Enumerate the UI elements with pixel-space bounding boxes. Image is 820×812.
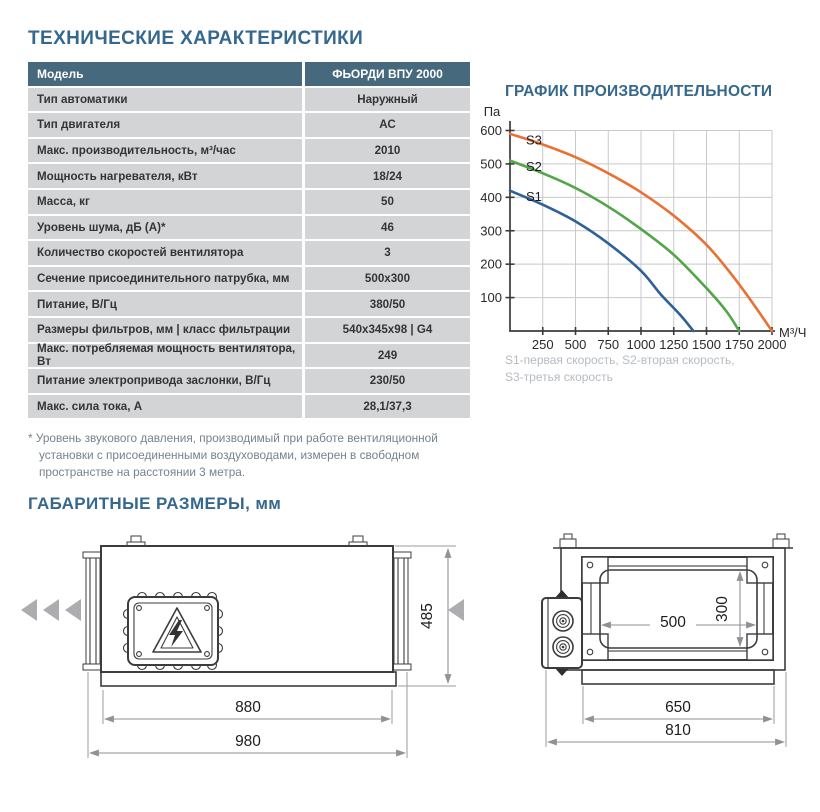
performance-chart (470, 104, 820, 356)
spec-row-label: Тип двигателя (28, 113, 302, 137)
spec-row-label: Питание, В/Гц (28, 292, 302, 316)
spec-row-value: 2010 (305, 139, 470, 163)
curve-S2 (510, 161, 739, 331)
x-tick-label: 2000 (757, 337, 787, 352)
spec-table-body (28, 88, 470, 419)
spec-table (28, 62, 470, 420)
y-tick-label: 600 (480, 123, 502, 138)
spec-row-value: 249 (305, 344, 470, 368)
duct-flange-frame (582, 557, 773, 660)
spec-row-value: АС (305, 113, 470, 137)
spec-table-header-row (28, 62, 470, 86)
spec-table-row (28, 344, 470, 368)
spec-table-row (28, 190, 470, 214)
x-tick-label: 250 (531, 337, 554, 352)
spec-row-value: 46 (305, 216, 470, 240)
spec-row-value: 50 (305, 190, 470, 214)
spec-table-row (28, 318, 470, 342)
casing-base (582, 670, 774, 684)
spec-row-value: 230/50 (305, 369, 470, 393)
page-title: ТЕХНИЧЕСКИЕ ХАРАКТЕРИСТИКИ (28, 28, 364, 49)
spec-row-value: Наружный (305, 88, 470, 112)
spec-row-label: Масса, кг (28, 190, 302, 214)
spec-row-value: 3 (305, 241, 470, 265)
spec-table-row (28, 395, 470, 419)
chart-caption (505, 352, 735, 386)
chart-series-labels (526, 132, 542, 204)
x-tick-label: 750 (597, 337, 620, 352)
spec-row-label: Мощность нагревателя, кВт (28, 164, 302, 188)
curve-label-S3: S3 (526, 132, 542, 148)
unit-base (101, 672, 396, 686)
x-tick-label: 1750 (724, 337, 754, 352)
spec-row-label: Питание электропривода заслонки, В/Гц (28, 369, 302, 393)
dim-500-label: 500 (660, 614, 686, 631)
y-tick-label: 500 (480, 156, 502, 172)
y-tick-label: 100 (480, 290, 502, 306)
spec-table-row (28, 216, 470, 240)
front-view-drawing (490, 528, 820, 768)
y-axis-label: Па (483, 104, 501, 119)
spec-row-label: Макс. сила тока, А (28, 395, 302, 419)
dim-980-label: 980 (235, 733, 261, 750)
y-tick-label: 400 (480, 189, 502, 205)
dim-width-inner (583, 686, 774, 724)
spec-table-row (28, 164, 470, 188)
spec-table-row (28, 113, 470, 137)
spec-row-value: 380/50 (305, 292, 470, 316)
spec-row-label: Размеры фильтров, мм | класс фильтрации (28, 318, 302, 342)
y-tick-label: 300 (480, 223, 502, 239)
chart-y-tick-labels (480, 123, 502, 305)
spec-row-value: 18/24 (305, 164, 470, 188)
junction-box-glands (542, 590, 582, 676)
spec-table-row (28, 241, 470, 265)
spec-row-label: Количество скоростей вентилятора (28, 241, 302, 265)
chart-x-tick-labels (532, 337, 787, 352)
spec-row-label: Макс. потребляемая мощность вентилятора, Вт (28, 344, 302, 368)
spec-table-row (28, 88, 470, 112)
dim-650-label: 650 (665, 699, 691, 716)
spec-row-label: Макс. производительность, м³/час (28, 139, 302, 163)
chart-gridlines (510, 131, 772, 332)
spec-row-value: 540x345x98 | G4 (305, 318, 470, 342)
dim-485-label: 485 (419, 603, 436, 629)
x-axis-label: М³/Ч (779, 325, 807, 340)
spec-row-value: 500x300 (305, 267, 470, 291)
x-tick-label: 1500 (692, 337, 721, 352)
x-tick-label: 1000 (626, 337, 656, 352)
chart-caption-line1: S1-первая скорость, S2-вторая скорость, (505, 353, 735, 367)
footnote: * Уровень звукового давления, производимый при работе вентиляционной установки с присоединенными воздуховодами, измерен в свободном пространстве на расстоянии 3 метра. (28, 431, 438, 479)
chart-caption-line2: S3-третья скорость (505, 369, 613, 384)
curve-label-S1: S1 (526, 189, 542, 205)
spec-table-row (28, 369, 470, 393)
dim-300-label: 300 (714, 596, 731, 622)
spec-table-row (28, 267, 470, 291)
spec-row-label: Уровень шума, дБ (А)* (28, 216, 302, 240)
curve-S1 (510, 191, 693, 331)
chart-title: ГРАФИК ПРОИЗВОДИТЕЛЬНОСТИ (505, 83, 773, 100)
chart-ticks (506, 131, 773, 336)
x-tick-label: 1250 (659, 337, 689, 352)
spec-row-label: Сечение присоединительного патрубка, мм (28, 267, 302, 291)
spec-row-value: 28,1/37,3 (305, 395, 470, 419)
dim-length-inner (103, 690, 392, 724)
dimensions-section-title: ГАБАРИТНЫЕ РАЗМЕРЫ, мм (28, 494, 282, 513)
spec-row-label: Тип автоматики (28, 88, 302, 112)
dim-810-label: 810 (665, 722, 691, 739)
top-tabs (560, 534, 789, 548)
spec-header-value: ФЬОРДИ ВПУ 2000 (305, 62, 470, 86)
spec-table-row (28, 292, 470, 316)
spec-table-row (28, 139, 470, 163)
dim-880-label: 880 (235, 699, 261, 716)
y-tick-label: 200 (480, 256, 502, 272)
side-view-drawing (20, 532, 470, 772)
x-tick-label: 500 (564, 337, 587, 352)
spec-header-label: Модель (28, 62, 302, 86)
curve-label-S2: S2 (526, 159, 542, 175)
junction-box (124, 593, 223, 670)
